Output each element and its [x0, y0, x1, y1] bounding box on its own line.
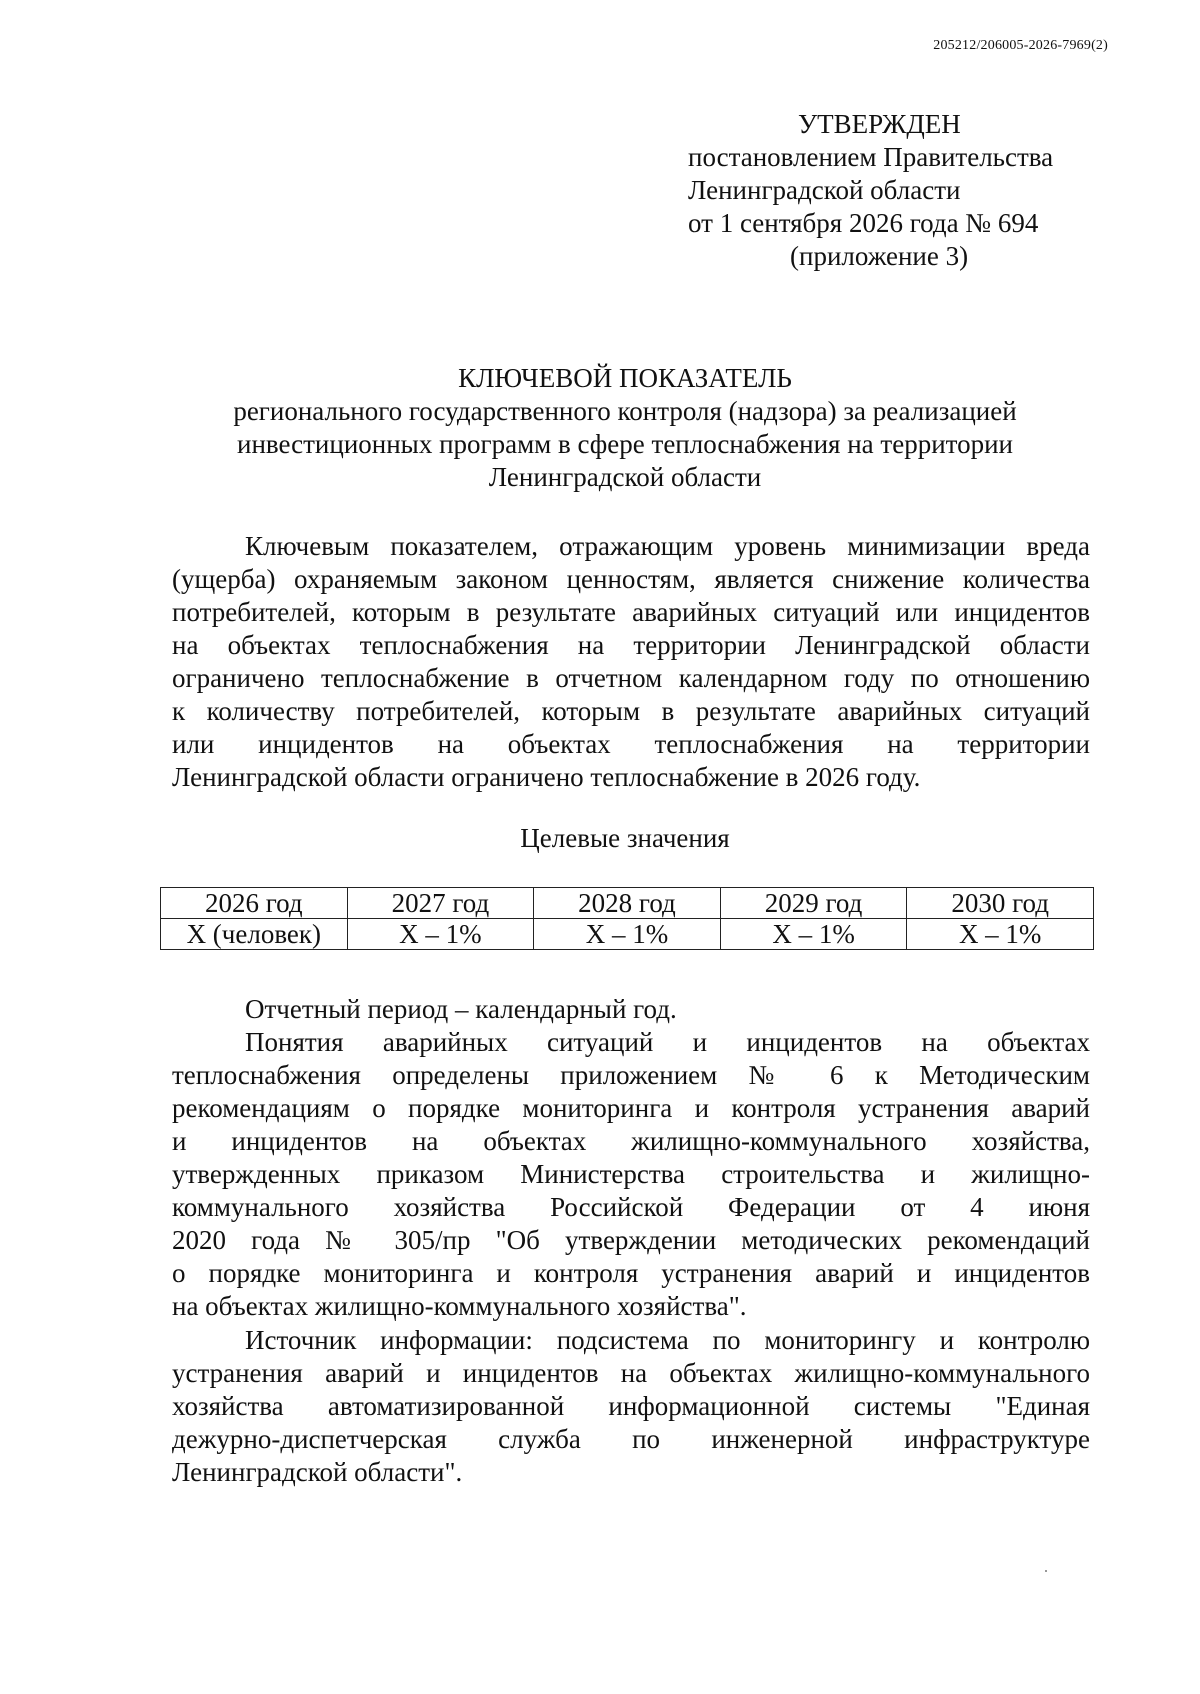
- approval-attachment: (приложение 3): [790, 241, 969, 271]
- text-line: рекомендациям о порядке мониторинга и контроля устранения аварий: [172, 1093, 1090, 1123]
- text-line: ограничено теплоснабжение в отчетном календарном году по отношению: [172, 663, 1090, 693]
- text-line: к количеству потребителей, которым в результате аварийных ситуаций: [172, 696, 1090, 726]
- text-line: 2020 года № 305/пр "Об утверждении методических рекомендаций: [172, 1225, 1090, 1255]
- text-line: на объектах жилищно-коммунального хозяйства".: [172, 1291, 747, 1321]
- scan-dust-mark: [1045, 1570, 1047, 1572]
- text-line: устранения аварий и инцидентов на объектах жилищно-коммунального: [172, 1358, 1090, 1388]
- table-cell-year: 2027 год: [347, 888, 534, 919]
- approval-title: УТВЕРЖДЕН: [798, 109, 961, 139]
- document-title-block: [160, 362, 1090, 494]
- table-row-values: [161, 919, 1094, 950]
- target-values-table: [160, 887, 1094, 950]
- text-line: Источник информации: подсистема по мониторингу и контролю: [245, 1325, 1090, 1355]
- table-cell-value: X – 1%: [534, 919, 721, 950]
- paragraph-info-source: [172, 1324, 1090, 1489]
- document-subtitle-line: регионального государственного контроля (надзора) за реализацией: [233, 396, 1017, 426]
- text-line: о порядке мониторинга и контроля устранения аварий и инцидентов: [172, 1258, 1090, 1288]
- text-line: теплоснабжения определены приложением № 6 к Методическим: [172, 1060, 1090, 1090]
- document-heading: КЛЮЧЕВОЙ ПОКАЗАТЕЛЬ: [458, 363, 792, 393]
- table-cell-value: X – 1%: [347, 919, 534, 950]
- paragraph-key-indicator: [172, 530, 1090, 794]
- approval-line-2: Ленинградской области: [688, 175, 961, 205]
- table-cell-year: 2030 год: [907, 888, 1094, 919]
- table-cell-year: 2026 год: [161, 888, 348, 919]
- table-cell-year: 2029 год: [720, 888, 907, 919]
- table-cell-value: X (человек): [161, 919, 348, 950]
- text-line: (ущерба) охраняемым законом ценностям, является снижение количества: [172, 564, 1090, 594]
- table-cell-value: X – 1%: [720, 919, 907, 950]
- table-row-years: [161, 888, 1094, 919]
- document-subtitle-line: Ленинградской области: [488, 462, 762, 492]
- paragraph-definitions: [172, 993, 1090, 1323]
- text-line: Отчетный период – календарный год.: [245, 994, 677, 1024]
- text-line: коммунального хозяйства Российской Федерации от 4 июня: [172, 1192, 1090, 1222]
- text-line: Ключевым показателем, отражающим уровень минимизации вреда: [245, 531, 1090, 561]
- approval-line-3: от 1 сентября 2026 года № 694: [688, 208, 1039, 238]
- targets-heading: Целевые значения: [520, 823, 730, 853]
- text-line: Понятия аварийных ситуаций и инцидентов на объектах: [245, 1027, 1090, 1057]
- text-line: на объектах теплоснабжения на территории Ленинградской области: [172, 630, 1090, 660]
- text-line: Ленинградской области".: [172, 1457, 463, 1487]
- text-line: дежурно-диспетчерская служба по инженерной инфраструктуре: [172, 1424, 1090, 1454]
- text-line: потребителей, которым в результате аварийных ситуаций или инцидентов: [172, 597, 1090, 627]
- text-line: и инцидентов на объектах жилищно-коммунального хозяйства,: [172, 1126, 1090, 1156]
- approval-line-1: постановлением Правительства: [688, 142, 1054, 172]
- document-id: 205212/206005-2026-7969(2): [933, 38, 1108, 53]
- document-subtitle-line: инвестиционных программ в сфере теплоснабжения на территории: [237, 429, 1013, 459]
- text-line: Ленинградской области ограничено теплоснабжение в 2026 году.: [172, 762, 921, 792]
- text-line: утвержденных приказом Министерства строительства и жилищно-: [172, 1159, 1090, 1189]
- text-line: хозяйства автоматизированной информационной системы "Единая: [172, 1391, 1090, 1421]
- approval-stamp-block: [688, 108, 1053, 273]
- table-cell-value: X – 1%: [907, 919, 1094, 950]
- text-line: или инцидентов на объектах теплоснабжения на территории: [172, 729, 1090, 759]
- table-cell-year: 2028 год: [534, 888, 721, 919]
